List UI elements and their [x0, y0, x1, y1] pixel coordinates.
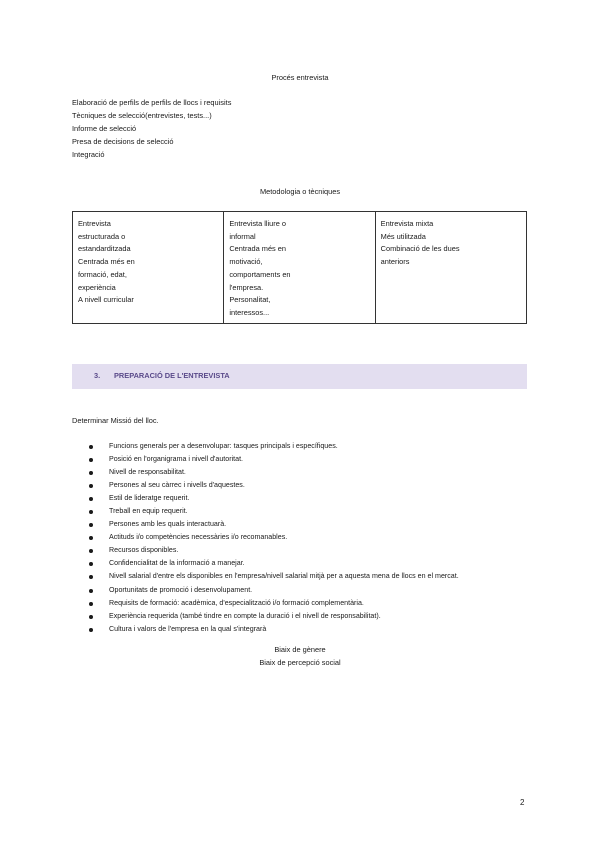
- cell-line: comportaments en: [229, 269, 291, 279]
- list-item-text: Experiència requerida (també tindre en compte la duració i el nivell de responsabilitat).: [109, 611, 381, 620]
- bullet-icon: [89, 549, 93, 553]
- list-item-text: Nivell de responsabilitat.: [109, 468, 186, 477]
- cell-line: formació, edat,: [78, 269, 127, 279]
- bullet-icon: [89, 510, 93, 514]
- list-item-text: Actituds i/o competències necessàries i/o recomanables.: [109, 533, 288, 542]
- page-heading: Procés entrevista: [271, 73, 329, 82]
- cell-line: l'empresa.: [229, 282, 264, 292]
- cell-line: motivació,: [229, 257, 263, 267]
- section-title: PREPARACIÓ DE L'ENTREVISTA: [114, 371, 230, 380]
- cell-line: Centrada més en: [78, 257, 135, 267]
- section-number: 3.: [94, 371, 101, 380]
- bullet-icon: [89, 628, 93, 632]
- cell-line: A nivell curricular: [78, 295, 134, 305]
- list-item-text: Cultura i valors de l'empresa en la qual s'integrarà: [109, 624, 267, 633]
- bullet-icon: [89, 589, 93, 593]
- bullet-icon: [89, 484, 93, 488]
- list-item-text: Persones al seu càrrec i nivells d'aquestes.: [109, 481, 245, 490]
- list-item-text: Oportunitats de promoció i desenvolupament.: [109, 585, 253, 594]
- list-item-text: Estil de lideratge requerit.: [109, 494, 190, 503]
- cell-line: Personalitat,: [229, 295, 271, 305]
- list-item: [72, 505, 459, 518]
- list-item-text: Requisits de formació: acadèmica, d'especialització i/o formació complementària.: [109, 598, 364, 607]
- cell-line: Més utilitzada: [380, 231, 426, 241]
- bullet-icon: [89, 458, 93, 462]
- subheading: Determinar Missió del lloc.: [72, 416, 159, 425]
- list-item-text: Posició en l'organigrama i nivell d'autoritat.: [109, 455, 244, 464]
- cell-line: estructurada o: [78, 231, 126, 241]
- list-item-text: Treball en equip requerit.: [109, 507, 188, 516]
- list-item-text: Persones amb les quals interactuarà.: [109, 520, 227, 529]
- process-step-3: Informe de selecció: [72, 124, 137, 133]
- methods-cell-mixed: [375, 212, 526, 324]
- cell-line: experiència: [78, 282, 116, 292]
- requirements-list: [72, 440, 459, 636]
- bullet-icon: [89, 615, 93, 619]
- list-item-text: Nivell salarial d'entre els disponibles en l'empresa/nivell salarial mitjà per a aquesta mena de llocs en el mercat.: [109, 572, 459, 581]
- bullet-icon: [89, 562, 93, 566]
- bullet-icon: [89, 497, 93, 501]
- cell-line: Combinació de les dues: [380, 244, 460, 254]
- methods-table: [72, 211, 527, 324]
- cell-line: interessos...: [229, 307, 270, 317]
- list-item-text: Confidencialitat de la informació a manejar.: [109, 559, 245, 568]
- list-item: [72, 610, 459, 623]
- cell-line: Entrevista mixta: [380, 219, 434, 228]
- process-step-4: Presa de decisions de selecció: [72, 137, 174, 146]
- methods-heading: Metodologia o tècniques: [259, 187, 341, 196]
- bullet-icon: [89, 445, 93, 449]
- list-item: [72, 623, 459, 636]
- list-item: [72, 531, 459, 544]
- list-item-text: Funcions generals per a desenvolupar: tasques principals i específiques.: [109, 442, 338, 450]
- cell-line: informal: [229, 231, 256, 241]
- cell-line: estandarditzada: [78, 244, 131, 254]
- list-item: [72, 518, 459, 531]
- methods-cell-informal: [224, 212, 375, 324]
- list-item: [72, 440, 459, 453]
- bullet-icon: [89, 602, 93, 606]
- bias-line-1: Biaix de gènere: [274, 645, 326, 654]
- bullet-icon: [89, 575, 93, 579]
- methods-cell-structured: [73, 212, 224, 324]
- process-step-2: Tècniques de selecció(entrevistes, tests...): [72, 111, 212, 120]
- process-step-1: Elaboració de perfils de perfils de llocs i requisits: [72, 98, 232, 107]
- list-item: [72, 466, 459, 479]
- bullet-icon: [89, 523, 93, 527]
- list-item: [72, 492, 459, 505]
- list-item: [72, 544, 459, 557]
- page-number: 2: [520, 798, 525, 807]
- list-item: [72, 570, 459, 583]
- list-item: [72, 479, 459, 492]
- cell-line: anteriors: [380, 257, 410, 267]
- list-item: [72, 557, 459, 570]
- list-item: [72, 584, 459, 597]
- section-header: [72, 364, 527, 389]
- list-item-text: Recursos disponibles.: [109, 546, 179, 555]
- bullet-icon: [89, 471, 93, 475]
- bullet-icon: [89, 536, 93, 540]
- list-item: [72, 597, 459, 610]
- cell-line: Entrevista lliure o: [229, 219, 287, 228]
- cell-line: Entrevista: [78, 219, 111, 228]
- cell-line: Centrada més en: [229, 244, 287, 254]
- list-item: [72, 453, 459, 466]
- bias-line-2: Biaix de percepció social: [259, 658, 341, 667]
- process-step-5: Integració: [72, 150, 105, 159]
